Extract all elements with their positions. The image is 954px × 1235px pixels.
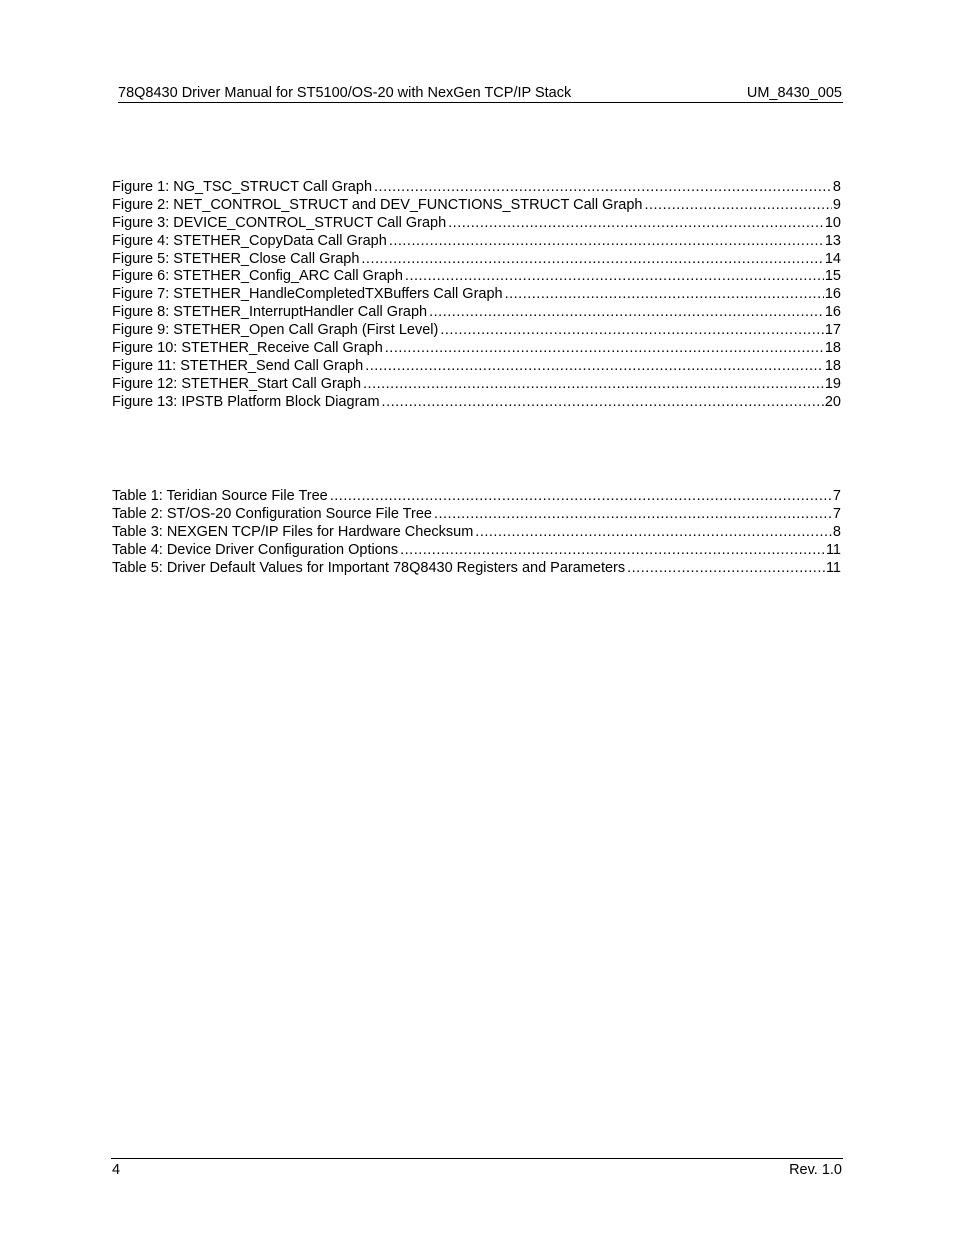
figure-entry-page: 10 xyxy=(824,214,841,231)
figure-entry[interactable] xyxy=(112,304,841,322)
list-of-tables xyxy=(112,488,841,577)
table-entry-page: 7 xyxy=(832,505,841,522)
dot-leader xyxy=(475,524,832,542)
figure-entry-page: 19 xyxy=(824,375,841,392)
document-id: UM_8430_005 xyxy=(746,85,842,101)
figure-entry[interactable] xyxy=(112,376,841,394)
table-entry-page: 8 xyxy=(832,523,841,540)
figure-entry-page: 16 xyxy=(824,286,841,303)
table-entry-page: 7 xyxy=(832,488,841,504)
table-entry[interactable] xyxy=(112,524,841,542)
figure-entry-page: 14 xyxy=(824,250,841,267)
figure-entry-label: Figure 13: IPSTB Platform Block Diagram xyxy=(112,393,380,410)
figure-entry[interactable] xyxy=(112,179,841,197)
figure-entry[interactable] xyxy=(112,197,841,215)
figure-entry-page: 15 xyxy=(824,268,841,285)
figure-entry[interactable] xyxy=(112,268,841,286)
figure-entry-label: Figure 8: STETHER_InterruptHandler Call Graph xyxy=(112,304,428,321)
page-header xyxy=(118,84,843,103)
figure-entry-page: 18 xyxy=(824,357,841,374)
dot-leader xyxy=(382,394,824,412)
table-entry[interactable] xyxy=(112,488,841,506)
revision-label: Rev. 1.0 xyxy=(789,1162,842,1178)
figure-entry-label: Figure 3: DEVICE_CONTROL_STRUCT Call Graph xyxy=(112,214,447,231)
dot-leader xyxy=(365,358,824,376)
table-entry-label: Table 3: NEXGEN TCP/IP Files for Hardware Checksum xyxy=(112,523,474,540)
table-entry-label: Table 5: Driver Default Values for Important 78Q8430 Registers and Parameters xyxy=(112,559,626,576)
figure-entry-page: 13 xyxy=(824,232,841,249)
dot-leader xyxy=(363,376,824,394)
dot-leader xyxy=(505,286,824,304)
figure-entry[interactable] xyxy=(112,394,841,412)
figure-entry-label: Figure 2: NET_CONTROL_STRUCT and DEV_FUNCTIONS_STRUCT Call Graph xyxy=(112,196,643,213)
figure-entry-page: 16 xyxy=(824,304,841,321)
dot-leader xyxy=(400,542,825,560)
dot-leader xyxy=(434,506,832,524)
dot-leader xyxy=(627,560,825,578)
dot-leader xyxy=(644,197,831,215)
dot-leader xyxy=(405,268,824,286)
table-entry-label: Table 4: Device Driver Configuration Options xyxy=(112,541,399,558)
table-entry[interactable] xyxy=(112,506,841,524)
dot-leader xyxy=(429,304,824,322)
table-entry-label: Table 1: Teridian Source File Tree xyxy=(112,488,328,504)
figure-entry-label: Figure 12: STETHER_Start Call Graph xyxy=(112,375,362,392)
figure-entry[interactable] xyxy=(112,322,841,340)
page-number: 4 xyxy=(112,1162,121,1178)
dot-leader xyxy=(440,322,824,340)
page-footer xyxy=(111,1158,843,1181)
figure-entry-page: 8 xyxy=(832,179,841,195)
figure-entry-label: Figure 7: STETHER_HandleCompletedTXBuffers Call Graph xyxy=(112,286,503,303)
figure-entry-label: Figure 9: STETHER_Open Call Graph (First Level) xyxy=(112,322,439,339)
table-entry-page: 11 xyxy=(825,559,841,576)
dot-leader xyxy=(448,215,824,233)
dot-leader xyxy=(330,488,832,506)
figure-entry-page: 9 xyxy=(832,196,841,213)
document-title: 78Q8430 Driver Manual for ST5100/OS-20 with NexGen TCP/IP Stack xyxy=(118,85,572,101)
table-entry[interactable] xyxy=(112,542,841,560)
figure-entry-page: 20 xyxy=(824,393,841,410)
figure-entry[interactable] xyxy=(112,215,841,233)
list-of-figures xyxy=(112,179,841,412)
table-entry-label: Table 2: ST/OS-20 Configuration Source File Tree xyxy=(112,505,432,522)
dot-leader xyxy=(389,233,824,251)
figure-entry-label: Figure 4: STETHER_CopyData Call Graph xyxy=(112,232,387,249)
dot-leader xyxy=(385,340,824,358)
figure-entry[interactable] xyxy=(112,233,841,251)
figure-entry-label: Figure 1: NG_TSC_STRUCT Call Graph xyxy=(112,179,373,195)
figure-entry[interactable] xyxy=(112,358,841,376)
table-entry-page: 11 xyxy=(825,541,841,558)
figure-entry-page: 18 xyxy=(824,340,841,357)
dot-leader xyxy=(361,251,823,269)
figure-entry-label: Figure 6: STETHER_Config_ARC Call Graph xyxy=(112,268,403,285)
figure-entry[interactable] xyxy=(112,340,841,358)
figure-entry[interactable] xyxy=(112,251,841,269)
figure-entry[interactable] xyxy=(112,286,841,304)
table-entry[interactable] xyxy=(112,560,841,578)
figure-entry-label: Figure 5: STETHER_Close Call Graph xyxy=(112,250,360,267)
dot-leader xyxy=(374,179,832,197)
figure-entry-label: Figure 11: STETHER_Send Call Graph xyxy=(112,357,364,374)
figure-entry-label: Figure 10: STETHER_Receive Call Graph xyxy=(112,340,383,357)
figure-entry-page: 17 xyxy=(824,322,841,339)
